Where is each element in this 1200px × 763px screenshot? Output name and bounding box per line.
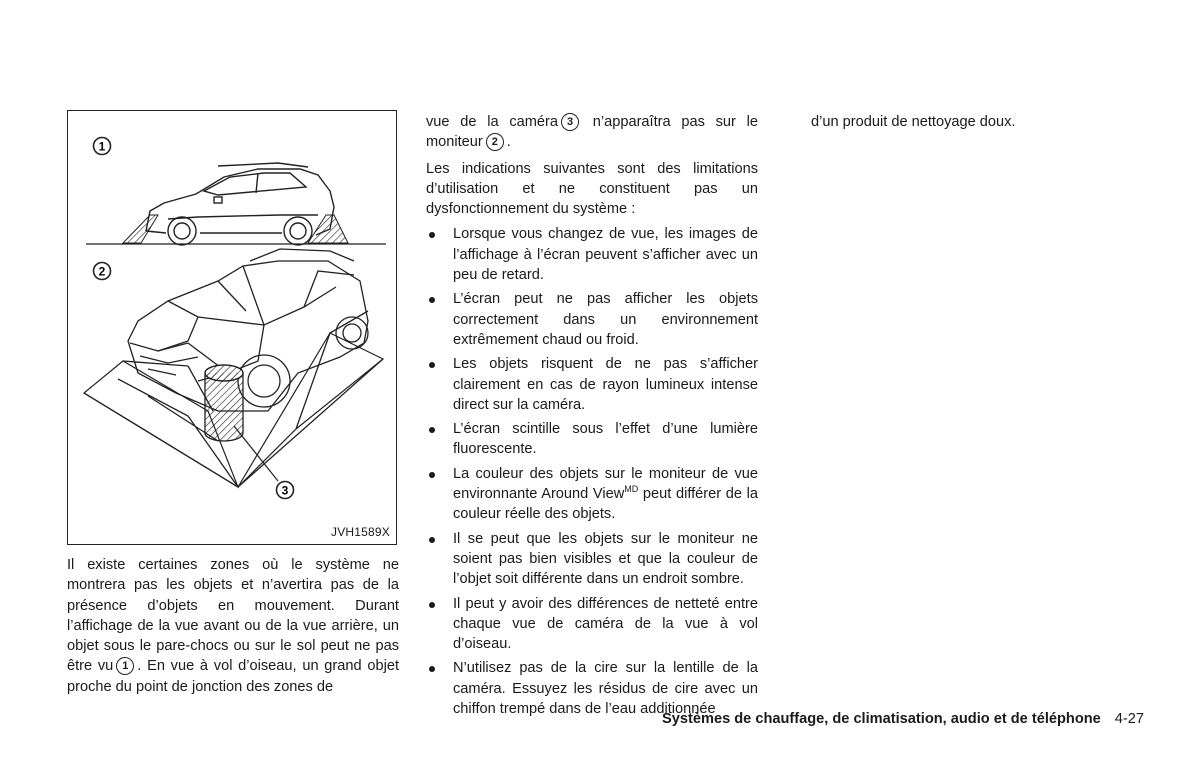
column-2: [426, 112, 758, 723]
bullet-icon: [429, 472, 435, 478]
svg-text:1: 1: [98, 139, 106, 154]
paragraph-continued: vue de la caméra 3 n’apparaîtra pas sur le moniteur 2 .: [426, 114, 759, 151]
callout-3: [277, 482, 294, 499]
list-item: Il peut y avoir des différences de netteté entre chaque vue de caméra de la vue à vol d’oiseau.: [426, 594, 758, 655]
list-item: Les objets risquent de ne pas s’afficher clairement en cas de rayon lumineux intense direct sur la caméra.: [426, 354, 758, 415]
list-item: L’écran scintille sous l’effet d’une lumière fluorescente.: [426, 419, 758, 460]
page-footer: [662, 711, 1144, 727]
list-item: La couleur des objets sur le moniteur de vue environnante Around View$^{MD}$ peut différer de la couleur réelle des objets.: [426, 464, 758, 525]
section-title: Systèmes de chauffage, de climatisation, audio et de téléphone: [662, 711, 1101, 727]
bullet-icon: [429, 537, 435, 543]
bullet-icon: [429, 297, 435, 303]
birdseye-view-car: [84, 249, 383, 487]
ref-callout-3: 3: [561, 113, 579, 131]
ref-callout-2: 2: [486, 133, 504, 151]
callout-2: [94, 263, 111, 280]
list-item: L’écran peut ne pas afficher les objets correctement dans un environnement extrêmement chaud ou froid.: [426, 289, 758, 350]
svg-text:3: 3: [281, 483, 289, 498]
list-item: Il se peut que les objets sur le moniteur ne soient pas bien visibles et que la couleur de l’objet soit différente dans un endroit sombre.: [426, 529, 758, 590]
figure-code: JVH1589X: [331, 525, 390, 539]
bullet-icon: [429, 427, 435, 433]
limitations-list: [426, 224, 758, 719]
car-camera-illustration: [68, 111, 398, 546]
list-item: Lorsque vous changez de vue, les images de l’affichage à l’écran peuvent s’afficher avec un peu de retard.: [426, 224, 758, 285]
column-1: [67, 555, 399, 697]
list-item: N’utilisez pas de la cire sur la lentille de la caméra. Essuyez les résidus de cire avec un chiffon trempé dans de l’eau additionnée: [426, 658, 758, 719]
svg-text:2: 2: [98, 264, 106, 279]
paragraph-continued-cleaning: d’un produit de nettoyage doux.: [811, 114, 1016, 130]
paragraph-limitations-intro: Les indications suivantes sont des limitations d’utilisation et ne constituent pas un dysfonctionnement du système :: [426, 160, 758, 218]
bullet-icon: [429, 602, 435, 608]
callout-1: [94, 138, 111, 155]
bullet-icon: [429, 362, 435, 368]
ref-callout-1: 1: [116, 657, 134, 675]
column-3: [811, 112, 1141, 132]
bullet-icon: [429, 666, 435, 672]
bullet-icon: [429, 232, 435, 238]
page-number: 4-27: [1114, 711, 1144, 727]
paragraph-blind-zones: Il existe certaines zones où le système ne montrera pas les objets et n’avertira pas de la présence d’objets en mouvement. Durant l’affichage de la vue avant ou de la vue arrière, un objet sous le pare-chocs ou sur le sol peut ne pas être vu 1 . En vue à vol d’oiseau, un grand objet proche du point de jonction des zones de: [67, 557, 399, 695]
illustration-frame: [67, 110, 397, 545]
side-view-car: [86, 163, 386, 245]
